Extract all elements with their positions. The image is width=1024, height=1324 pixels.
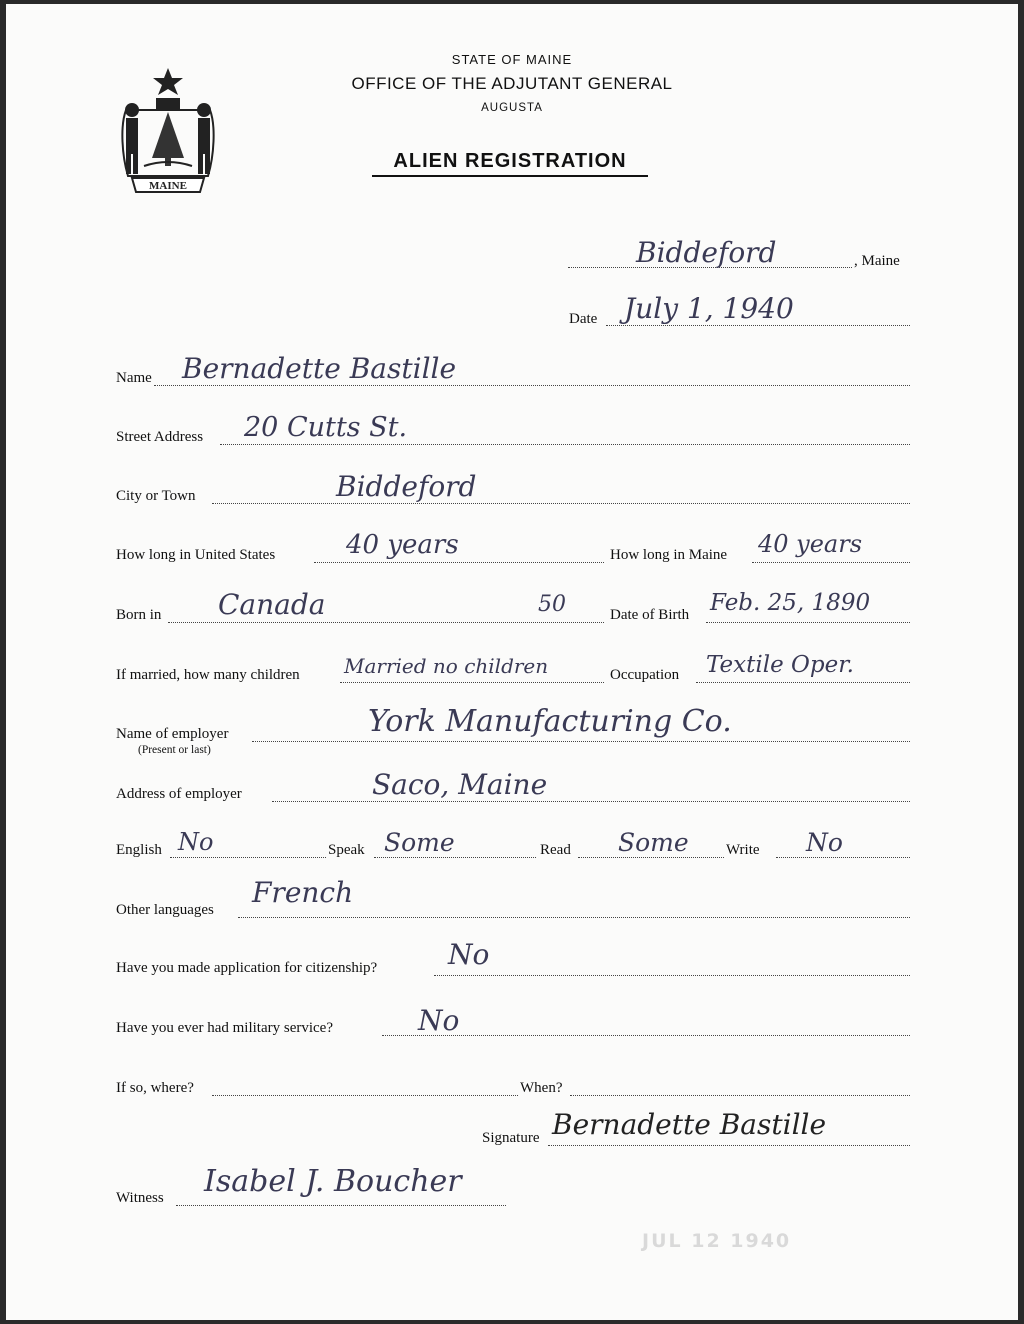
us-years-label: How long in United States: [116, 547, 276, 563]
occupation-line: [696, 681, 910, 683]
speak-value: Some: [384, 828, 455, 857]
office-heading: OFFICE OF THE ADJUTANT GENERAL: [351, 74, 673, 93]
street-line: [220, 443, 910, 445]
registration-form: [6, 4, 1018, 1320]
witness-value: Isabel J. Boucher: [204, 1164, 462, 1199]
when-label: When?: [520, 1080, 563, 1096]
maine-years-line: [752, 561, 910, 563]
town-value: Biddeford: [636, 236, 777, 269]
children-value: Married no children: [344, 654, 549, 678]
write-value: No: [806, 828, 843, 857]
us-years-value: 40 years: [346, 530, 459, 560]
signature-label: Signature: [482, 1130, 540, 1146]
write-line: [776, 856, 910, 858]
city-value: Biddeford: [336, 470, 477, 503]
other-languages-line: [238, 916, 910, 918]
where-label: If so, where?: [116, 1080, 194, 1096]
seal-text: MAINE: [149, 180, 187, 192]
employer-sublabel: (Present or last): [138, 744, 211, 756]
age-value: 50: [538, 592, 566, 617]
maine-years-label: How long in Maine: [610, 547, 728, 563]
english-line: [170, 856, 326, 858]
read-label: Read: [540, 842, 571, 858]
other-languages-label: Other languages: [116, 902, 214, 918]
employer-value: York Manufacturing Co.: [368, 704, 732, 739]
write-label: Write: [726, 842, 760, 858]
dob-label: Date of Birth: [610, 607, 690, 623]
children-line: [340, 681, 604, 683]
born-line: [168, 621, 604, 623]
military-value: No: [418, 1004, 460, 1037]
received-stamp: JUL 12 1940: [642, 1230, 792, 1252]
name-value: Bernadette Bastille: [182, 352, 457, 385]
city-line: [212, 502, 910, 504]
us-years-line: [314, 561, 604, 563]
witness-label: Witness: [116, 1190, 164, 1206]
date-value: July 1, 1940: [624, 292, 794, 325]
occupation-value: Textile Oper.: [706, 652, 854, 678]
occupation-label: Occupation: [610, 667, 680, 683]
born-value: Canada: [218, 588, 326, 621]
other-languages-value: French: [252, 876, 354, 909]
english-value: No: [178, 828, 214, 856]
employer-address-value: Saco, Maine: [372, 768, 548, 801]
citizenship-value: No: [448, 938, 490, 971]
dob-value: Feb. 25, 1890: [710, 590, 871, 616]
city-heading: AUGUSTA: [481, 102, 543, 114]
street-label: Street Address: [116, 429, 204, 445]
street-value: 20 Cutts St.: [244, 412, 408, 443]
witness-line: [176, 1204, 506, 1206]
employer-line: [252, 740, 910, 742]
employer-address-line: [272, 800, 910, 802]
city-label: City or Town: [116, 488, 196, 504]
military-label: Have you ever had military service?: [116, 1020, 333, 1036]
state-heading: STATE OF MAINE: [451, 52, 573, 67]
signature-line: [548, 1144, 910, 1146]
date-label: Date: [569, 311, 598, 327]
military-line: [382, 1034, 910, 1036]
read-value: Some: [618, 828, 689, 857]
when-line: [570, 1094, 910, 1096]
employer-address-label: Address of employer: [116, 786, 242, 802]
name-label: Name: [116, 370, 152, 386]
where-line: [212, 1094, 518, 1096]
maine-years-value: 40 years: [758, 530, 863, 558]
form-title: ALIEN REGISTRATION: [372, 150, 648, 177]
citizenship-label: Have you made application for citizenship?: [116, 960, 378, 976]
town-suffix: , Maine: [854, 253, 900, 269]
employer-label: Name of employer: [116, 726, 229, 742]
children-label: If married, how many children: [116, 667, 300, 683]
dob-line: [706, 621, 910, 623]
signature-value: Bernadette Bastille: [552, 1108, 827, 1141]
english-label: English: [116, 842, 162, 858]
speak-label: Speak: [328, 842, 365, 858]
citizenship-line: [434, 974, 910, 976]
born-label: Born in: [116, 607, 162, 623]
